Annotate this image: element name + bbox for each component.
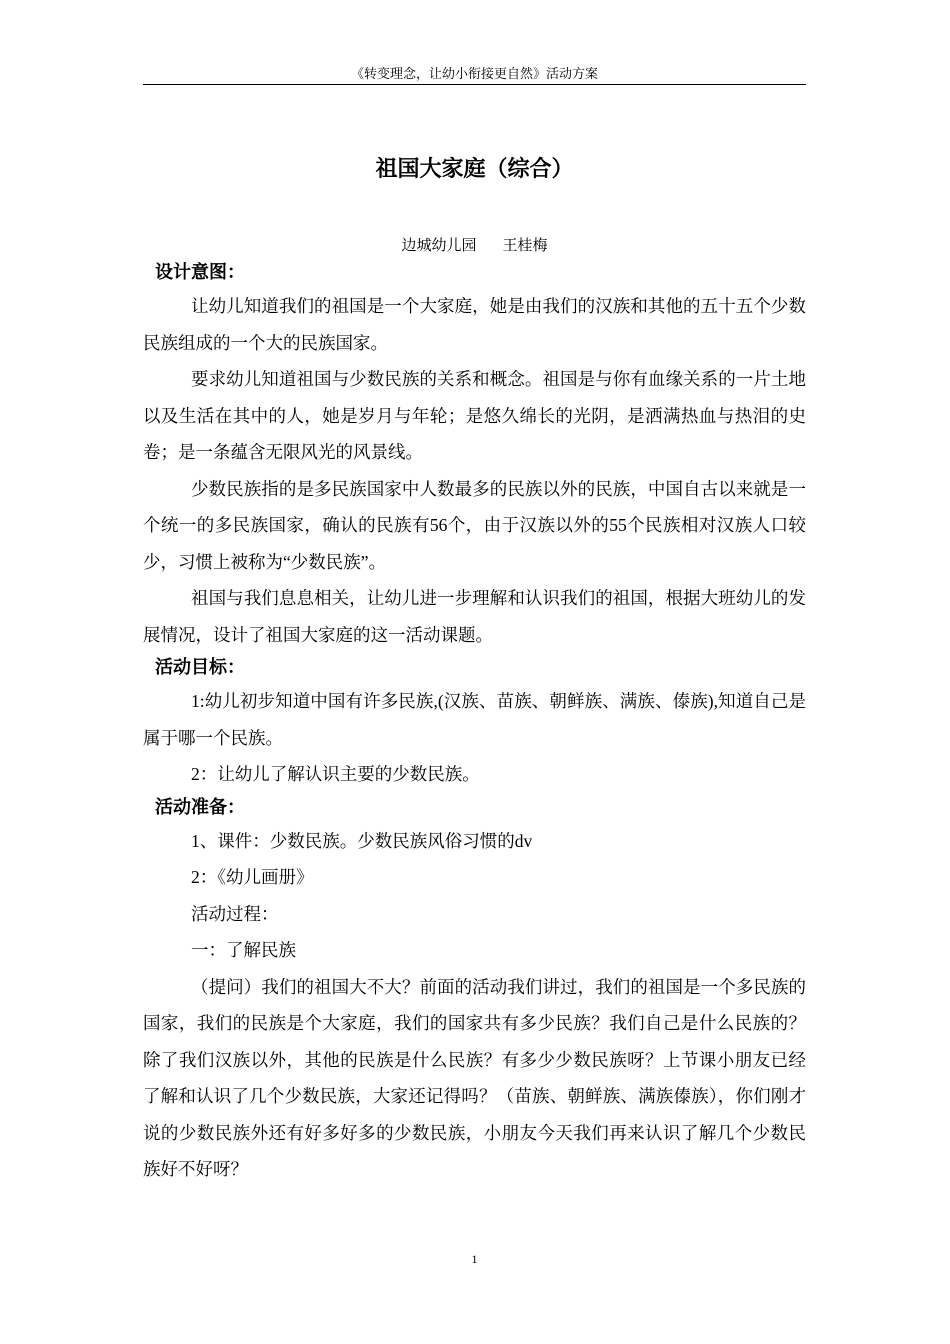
running-header-text: 《转变理念，让幼小衔接更自然》活动方案 bbox=[350, 66, 598, 81]
paragraph: 2：《幼儿画册》 bbox=[191, 867, 314, 887]
paragraph: 让幼儿知道我们的祖国是一个大家庭，她是由我们的汉族和其他的五十五个少数民族组成的一个大的民族国家。 bbox=[143, 296, 806, 353]
paragraph: 要求幼儿知道祖国与少数民族的关系和概念。祖国是与你有血缘关系的一片土地以及生活在其中的人，她是岁月与年轮；是悠久绵长的光阴，是洒满热血与热泪的史卷；是一条蕴含无限风光的风景线。 bbox=[143, 369, 806, 462]
paragraph: 祖国与我们息息相关，让幼儿进一步理解和认识我们的祖国，根据大班幼儿的发展情况，设计了祖国大家庭的这一活动课题。 bbox=[143, 588, 806, 645]
section-heading-preparation: 活动准备： bbox=[155, 796, 245, 818]
paragraph: （提问）我们的祖国大不大？前面的活动我们讲过，我们的祖国是一个多民族的国家，我们的民族是个大家庭，我们的国家共有多少民族？我们自己是什么民族的？除了我们汉族以外，其他的民族是什么民族？有多少少数民族呀？上节课小朋友已经了解和认识了几个少数民族，大家还记得吗？（苗族、朝鲜族、满族傣族），你们刚才说的少数民族外还有好多好多的少数民族，小朋友今天我们再来认识了解几个少数民族好不好呀？ bbox=[143, 976, 806, 1179]
document-title: 祖国大家庭（综合） bbox=[375, 157, 574, 182]
paragraph: 1、课件：少数民族。少数民族风俗习惯的dv bbox=[191, 830, 533, 851]
document-body bbox=[143, 258, 806, 1188]
school-name: 边城幼儿园 bbox=[401, 238, 477, 254]
running-header bbox=[143, 66, 806, 85]
byline bbox=[143, 236, 806, 256]
paragraph: 一：了解民族 bbox=[191, 940, 296, 960]
paragraph: 少数民族指的是多民族国家中人数最多的民族以外的民族，中国自古以来就是一个统一的多民族国家，确认的民族有56个，由于汉族以外的55个民族相对汉族人口较少，习惯上被称为“少数民族”。 bbox=[143, 478, 806, 572]
section-heading-design-intent: 设计意图： bbox=[155, 262, 245, 283]
section-heading-goals: 活动目标： bbox=[155, 657, 245, 678]
page-number: 1 bbox=[471, 1252, 478, 1266]
paragraph: 2：让幼儿了解认识主要的少数民族。 bbox=[191, 764, 480, 784]
author-name: 王桂梅 bbox=[502, 238, 548, 254]
paragraph: 活动过程： bbox=[191, 903, 279, 924]
paragraph: 1:幼儿初步知道中国有许多民族,(汉族、苗族、朝鲜族、满族、傣族),知道自己是属于哪一个民族。 bbox=[143, 691, 806, 748]
